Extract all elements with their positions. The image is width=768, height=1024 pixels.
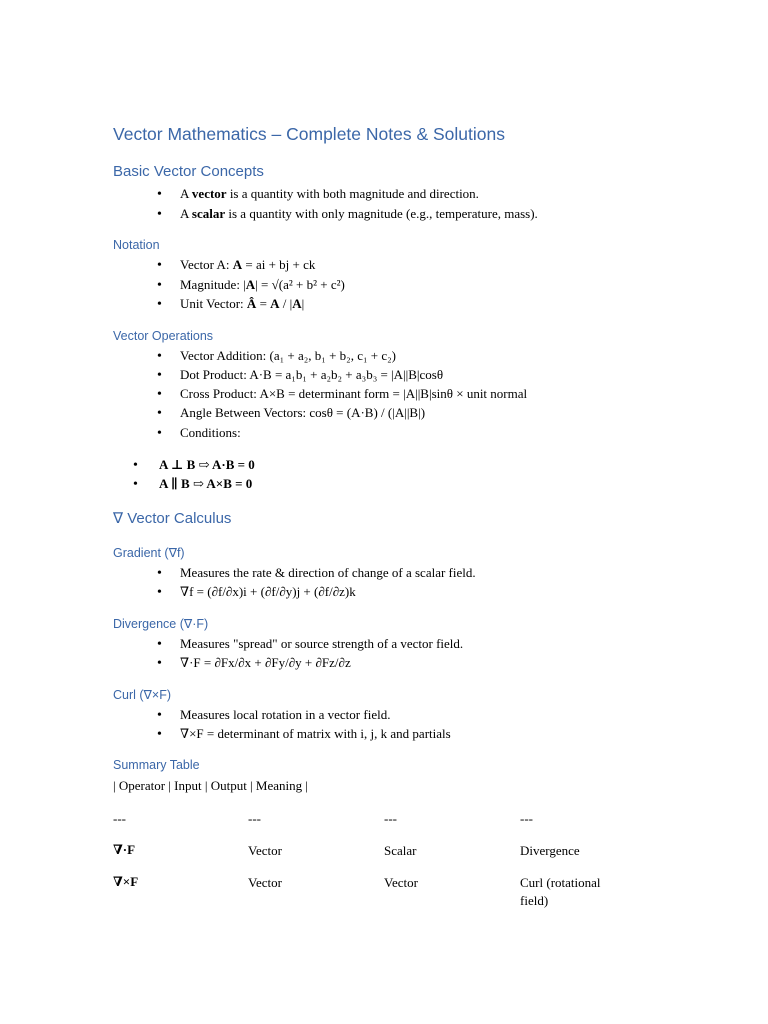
table-cell-output: Vector [384,875,418,890]
table-cell-output: Scalar [384,843,417,858]
table-cell-meaning: Curl (rotational field) [520,875,601,908]
list-item: • Conditions: [157,425,241,441]
section-heading-basic: Basic Vector Concepts [113,163,264,180]
table-separator: --- [520,811,533,826]
list-item: • Measures "spread" or source strength of a vector field. [157,636,464,652]
list-item: • Dot Product: A·B = a₁b₁ + a₂b₂ + a₃b₃ = |A||B|cosθ [157,367,444,383]
list-item: • Measures the rate & direction of change of a scalar field. [157,565,476,581]
table-separator: --- [248,811,261,826]
list-item: • A vector is a quantity with both magnitude and direction. [157,186,479,202]
list-item: • A scalar is a quantity with only magnitude (e.g., temperature, mass). [157,206,538,222]
list-item: • Angle Between Vectors: cosθ = (A·B) / (|A||B|) [157,405,426,421]
condition-item: • A ⊥ B ⇨ A·B = 0 [133,457,255,473]
condition-item: • A ∥ B ⇨ A×B = 0 [133,476,253,492]
section-heading-notation: Notation [113,238,160,252]
list-item: • Cross Product: A×B = determinant form = |A||B|sinθ × unit normal [157,386,528,402]
list-item: • Magnitude: |A| = √(a² + b² + c²) [157,277,345,293]
table-cell-input: Vector [248,843,282,858]
document-title: Vector Mathematics – Complete Notes & Solutions [113,124,505,144]
section-heading-operations: Vector Operations [113,329,214,343]
list-item: • Vector A: A = ai + bj + ck [157,257,316,273]
list-item: • ∇f = (∂f/∂x)i + (∂f/∂y)j + (∂f/∂z)k [157,584,356,600]
subsection-heading-curl: Curl (∇×F) [113,688,172,702]
list-item: • Measures local rotation in a vector field. [157,707,391,723]
subsection-heading-divergence: Divergence (∇·F) [113,617,209,631]
table-cell-meaning: Divergence [520,843,580,858]
subsection-heading-gradient: Gradient (∇f) [113,546,185,560]
section-heading-summary: Summary Table [113,758,200,772]
list-item: • ∇·F = ∂Fx/∂x + ∂Fy/∂y + ∂Fz/∂z [157,655,351,671]
section-heading-calculus: ∇ Vector Calculus [113,510,232,527]
list-item: • Unit Vector: Â = A / |A| [157,296,305,312]
table-cell-input: Vector [248,875,282,890]
table-cell-operator: ∇·F [113,842,136,857]
table-cell-operator: ∇×F [113,874,139,889]
list-item: • ∇×F = determinant of matrix with i, j, k and partials [157,726,451,742]
table-separator: --- [384,811,397,826]
summary-header-line: | Operator | Input | Output | Meaning | [113,778,308,793]
table-separator: --- [113,811,126,826]
list-item: • Vector Addition: (a₁ + a₂, b₁ + b₂, c₁ + c₂) [157,348,396,364]
